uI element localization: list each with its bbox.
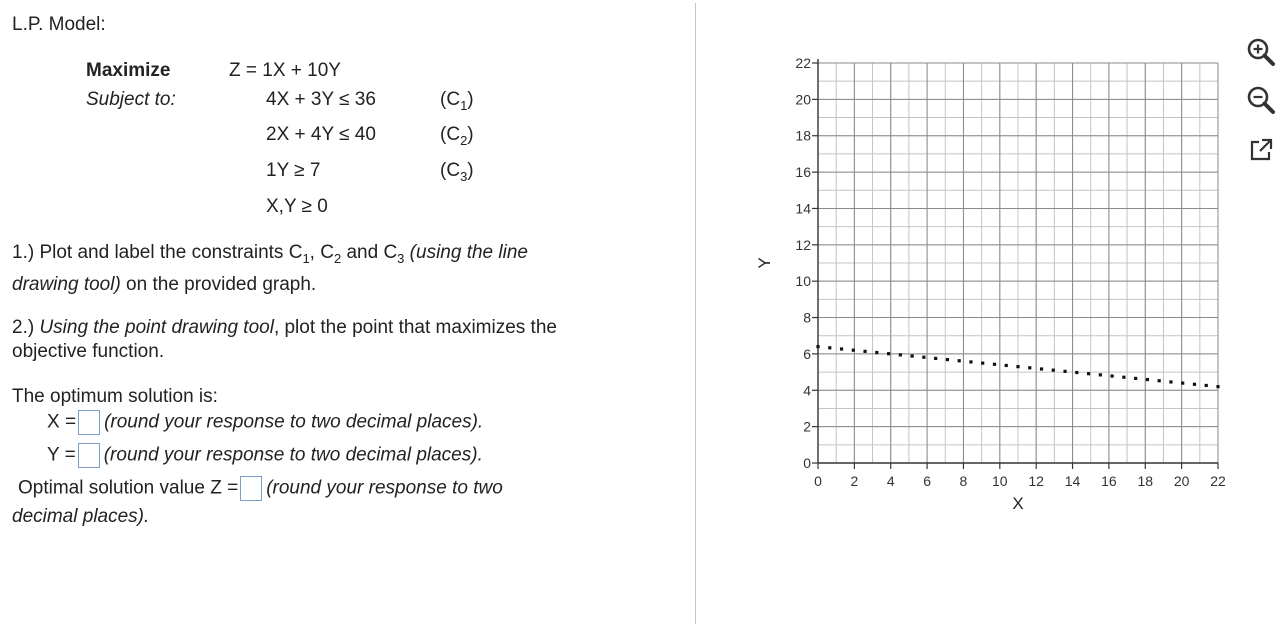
z-round-hint-1: (round your response to two (266, 477, 503, 499)
y-tick-label: 8 (803, 309, 811, 326)
solution-heading: The optimum solution is: (12, 386, 218, 407)
zoom-in-icon[interactable] (1244, 35, 1278, 69)
x-answer-input[interactable] (78, 410, 100, 435)
series-dot (1146, 378, 1149, 381)
series-dot (1075, 371, 1078, 374)
y-tick-label: 2 (803, 418, 811, 435)
series-dot (1063, 370, 1066, 373)
series-dot (1016, 365, 1019, 368)
question-2-line-2: objective function. (12, 341, 165, 362)
series-dot (946, 358, 949, 361)
constraint-c1-expression: 4X + 3Y ≤ 36 (266, 89, 376, 110)
z-answer-row (18, 476, 503, 501)
question-1-line-2: drawing tool) on the provided graph. (12, 274, 317, 295)
series-dot (1040, 367, 1043, 370)
x-tick-label: 10 (992, 473, 1008, 489)
series-dot (1158, 379, 1161, 382)
series-dot (1134, 377, 1137, 380)
y-tick-label: 16 (795, 164, 811, 181)
z-round-hint-2: decimal places). (12, 506, 150, 527)
subject-to-label: Subject to: (86, 89, 176, 110)
lp-graph[interactable] (700, 30, 1260, 570)
series-dot (1028, 366, 1031, 369)
series-dot (1099, 373, 1102, 376)
y-tick-label: 0 (803, 455, 811, 471)
series-dot (840, 347, 843, 350)
x-axis-ticks (814, 463, 1226, 489)
open-in-new-window-icon[interactable] (1244, 133, 1278, 167)
x-tick-label: 16 (1101, 473, 1117, 489)
objective-function: Z = 1X + 10Y (229, 60, 341, 81)
question-2-line-1: 2.) Using the point drawing tool, plot the point that maximizes the (12, 317, 557, 338)
series-dot (922, 356, 925, 359)
series-dot (993, 363, 996, 366)
x-answer-label: X = (47, 411, 77, 433)
series-dot (1169, 380, 1172, 383)
x-tick-label: 8 (959, 473, 968, 489)
y-tick-label: 12 (795, 236, 811, 253)
series-dot (1087, 372, 1090, 375)
series-dot (958, 359, 961, 362)
series-dot (899, 353, 902, 356)
series-dot (1193, 383, 1196, 386)
series-dot (828, 346, 831, 349)
x-answer-row (47, 410, 483, 435)
y-answer-input[interactable] (78, 443, 100, 468)
x-round-hint: (round your response to two decimal places). (104, 411, 484, 433)
x-tick-label: 4 (886, 473, 895, 489)
y-tick-label: 20 (795, 91, 811, 108)
series-dot (911, 354, 914, 357)
question-1-line-1: 1.) Plot and label the constraints $C_1$, $C_2$ and $C_3$ (using the line (12, 242, 528, 266)
y-axis-ticks (795, 55, 818, 471)
y-axis-label: Y (755, 257, 774, 269)
series-dot (863, 350, 866, 353)
constraint-c1-label: $(C_1)$ (440, 89, 474, 113)
minor-gridlines (818, 63, 1218, 463)
y-tick-label: 10 (795, 273, 811, 290)
constraint-c3-expression: 1Y ≥ 7 (266, 160, 321, 181)
constraint-c2-label: $(C_2)$ (440, 124, 474, 148)
series-dot (1005, 364, 1008, 367)
x-tick-label: 22 (1210, 473, 1226, 489)
series-dot (816, 345, 819, 348)
x-tick-label: 12 (1028, 473, 1044, 489)
series-dot (1205, 384, 1208, 387)
x-tick-label: 20 (1173, 473, 1190, 489)
series-dot (852, 349, 855, 352)
zoom-out-icon[interactable] (1244, 83, 1278, 117)
y-tick-label: 22 (795, 55, 811, 71)
series-dot (1111, 374, 1114, 377)
x-tick-label: 0 (814, 473, 822, 489)
series-dot (1052, 369, 1055, 372)
x-axis-label: X (1012, 494, 1024, 513)
y-round-hint: (round your response to two decimal places). (103, 444, 483, 466)
z-answer-label: Optimal solution value Z = (18, 477, 239, 499)
series-dot (1122, 376, 1125, 379)
model-title: L.P. Model: (12, 14, 106, 35)
y-tick-label: 4 (803, 382, 811, 399)
z-answer-input[interactable] (240, 476, 262, 501)
constraint-c3-label: $(C_3)$ (440, 160, 474, 184)
series-dot (875, 351, 878, 354)
series-dot (1216, 385, 1219, 388)
series-dot (981, 362, 984, 365)
y-answer-label: Y = (47, 444, 76, 466)
y-tick-label: 18 (795, 127, 811, 144)
x-tick-label: 14 (1064, 473, 1081, 489)
series-dot (969, 360, 972, 363)
panel-divider (695, 3, 696, 624)
constraint-c2-expression: 2X + 4Y ≤ 40 (266, 124, 376, 145)
series-dot (934, 357, 937, 360)
y-tick-label: 6 (803, 345, 811, 362)
x-tick-label: 6 (923, 473, 931, 489)
x-tick-label: 2 (850, 473, 859, 489)
y-tick-label: 14 (795, 200, 811, 217)
x-tick-label: 18 (1137, 473, 1154, 489)
series-dot (1181, 382, 1184, 385)
maximize-label: Maximize (86, 60, 171, 81)
nonnegativity-constraint: X,Y ≥ 0 (266, 196, 328, 217)
series-dot (887, 352, 890, 355)
y-answer-row (47, 443, 483, 468)
